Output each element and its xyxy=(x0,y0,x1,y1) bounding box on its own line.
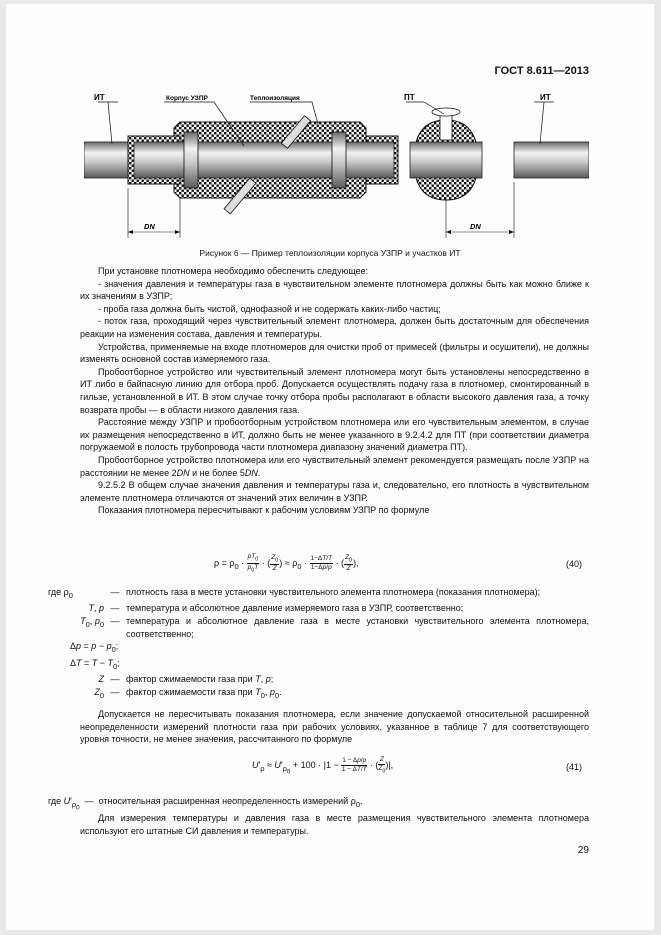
label-dn-left: DN xyxy=(144,222,155,231)
label-dn-right: DN xyxy=(470,222,481,231)
label-body: Корпус УЗПР xyxy=(166,95,208,102)
equation-number-40: (40) xyxy=(566,559,583,569)
standard-header: ГОСТ 8.611—2013 xyxy=(494,65,589,77)
paragraph: При установке плотномера необходимо обеспечить следующее: xyxy=(98,266,369,276)
label-insulation: Теплоизоляция xyxy=(250,95,300,102)
text-block-2 xyxy=(80,708,589,746)
label-it-right: ИТ xyxy=(540,93,551,102)
definition-row: $Z_0$ — фактор сжимаемости газа при $T_0$, $p_0$. xyxy=(94,686,282,700)
label-it-left: ИТ xyxy=(94,93,105,102)
flange-left xyxy=(184,132,198,188)
delta-p-def: $\Delta p = p - p_0$; xyxy=(70,641,119,654)
label-pt: ПТ xyxy=(404,93,415,102)
document-page xyxy=(6,4,654,930)
pipe-left xyxy=(84,142,128,178)
definition-row: где $U'_{\rho_0}$ — относительная расширенная неопределенность измерений $\rho_0$. xyxy=(48,796,363,812)
definition-row: Z — фактор сжимаемости газа при T, p; xyxy=(98,673,274,684)
pipe-right xyxy=(514,142,589,178)
text-block-1 xyxy=(80,265,589,517)
paragraph: - поток газа, проходящий через чувствительный элемент плотномера, должен быть достаточным для обеспечения реакции на изменения состава, давления и температуры. xyxy=(80,316,589,339)
paragraph: Допускается не пересчитывать показания плотномера, если значение допускаемой относительной расширенной неопределенности измерений плотности газа при рабочих условиях, указанное в таблице 7 для соответствующего уровня точности, не менее значения, рассчитанного по формуле xyxy=(80,709,589,745)
paragraph: Пробоотборное устройство плотномера или его чувствительный элемент рекомендуется размещать после УЗПР на расстоянии не менее 2DN и не более 5DN. xyxy=(80,454,589,478)
formula-40: $\rho = \rho_0$ · $\frac{pT_0}{p_0T}$ · ( $\frac{Z_0}{Z}$ ) ≈ $\rho_0$ · $\frac{1-\Delta T/T}{1-\Delta p/p}$ · ( $\frac{Z_0}{Z}$ ), xyxy=(214,553,359,574)
paragraph: Устройства, применяемые на входе плотномеров для очистки проб от примесей (фильтры и осушители), не должны изменять основной состав измеряемого газа. xyxy=(80,341,589,365)
paragraph: Для измерения температуры и давления газа в месте размещения чувствительного элемента плотномера используют его штатные СИ давления и температуры. xyxy=(80,813,589,836)
definitions-list xyxy=(48,586,589,702)
text-block-3 xyxy=(80,812,589,837)
page-number: 29 xyxy=(577,845,589,856)
insulation-drawing xyxy=(84,92,589,240)
paragraph: Расстояние между УЗПР и пробоотборным устройством плотномера или его чувствительным элементом, в случае их размещения непосредственно в ИТ, должно быть не менее указанного в 9.2.4.2 для ПТ (при соответствии диаметра погружаемой в полость трубопровода части плотномера диапазону значений диаметра ПТ). xyxy=(80,417,589,453)
paragraph: 9.2.5.2 В общем случае значения давления и температуры газа и, следовательно, его плотность в чувствительном элементе плотномера отличаются от значений этих величин в УЗПР. xyxy=(80,480,589,503)
paragraph: Пробоотборное устройство или чувствительный элемент плотномера могут быть установлены непосредственно в ИТ либо в байпасную линию для отбора проб. Допускается осуществлять подачу газа в плотномер, смонтированный в гильзе, установленной в ИТ. В этом случае точку отбора пробы располагают в области высокого давления газа, а точку возврата пробы — в области низкого давления газа. xyxy=(80,366,589,415)
paragraph: - проба газа должна быть чистой, однофазной и не содержать каких-либо частиц; xyxy=(98,303,441,314)
paragraph: - значения давления и температуры газа в чувствительном элементе плотномера должны быть как можно ближе к их значениям в УЗПР; xyxy=(80,278,589,302)
definition-row: $T_0$, $p_0$ — температура и абсолютное давление газа в месте установки чувствительного элемента плотномера, соответственно; xyxy=(80,615,589,639)
figure-insulation-diagram xyxy=(84,92,589,240)
definition-row: T, p — температура и абсолютное давление измеряемого газа в УЗПР, соответственно; xyxy=(88,603,464,614)
figure-caption: Рисунок 6 — Пример теплоизоляции корпуса УЗПР и участков ИТ xyxy=(199,248,461,258)
flange-right xyxy=(332,132,346,188)
formula-41: $U'_\rho \approx U'_{\rho_0} + 100 \cdot |1$ − $\frac{1 - \Delta p/p}{1 - \Delta T/T}$ · ( $\frac{Z}{Z_0}$ )|, xyxy=(252,756,394,776)
meter-body xyxy=(134,142,394,178)
definition-row: где $\rho_0$ — плотность газа в месте установки чувствительного элемента плотномера (показания плотномера); xyxy=(48,587,541,600)
delta-t-def: $\Delta T = T - T_0$; xyxy=(70,657,120,671)
equation-number-41: (41) xyxy=(566,762,583,772)
paragraph: Показания плотномера пересчитывают к рабочим условиям УЗПР по формуле xyxy=(98,505,430,516)
